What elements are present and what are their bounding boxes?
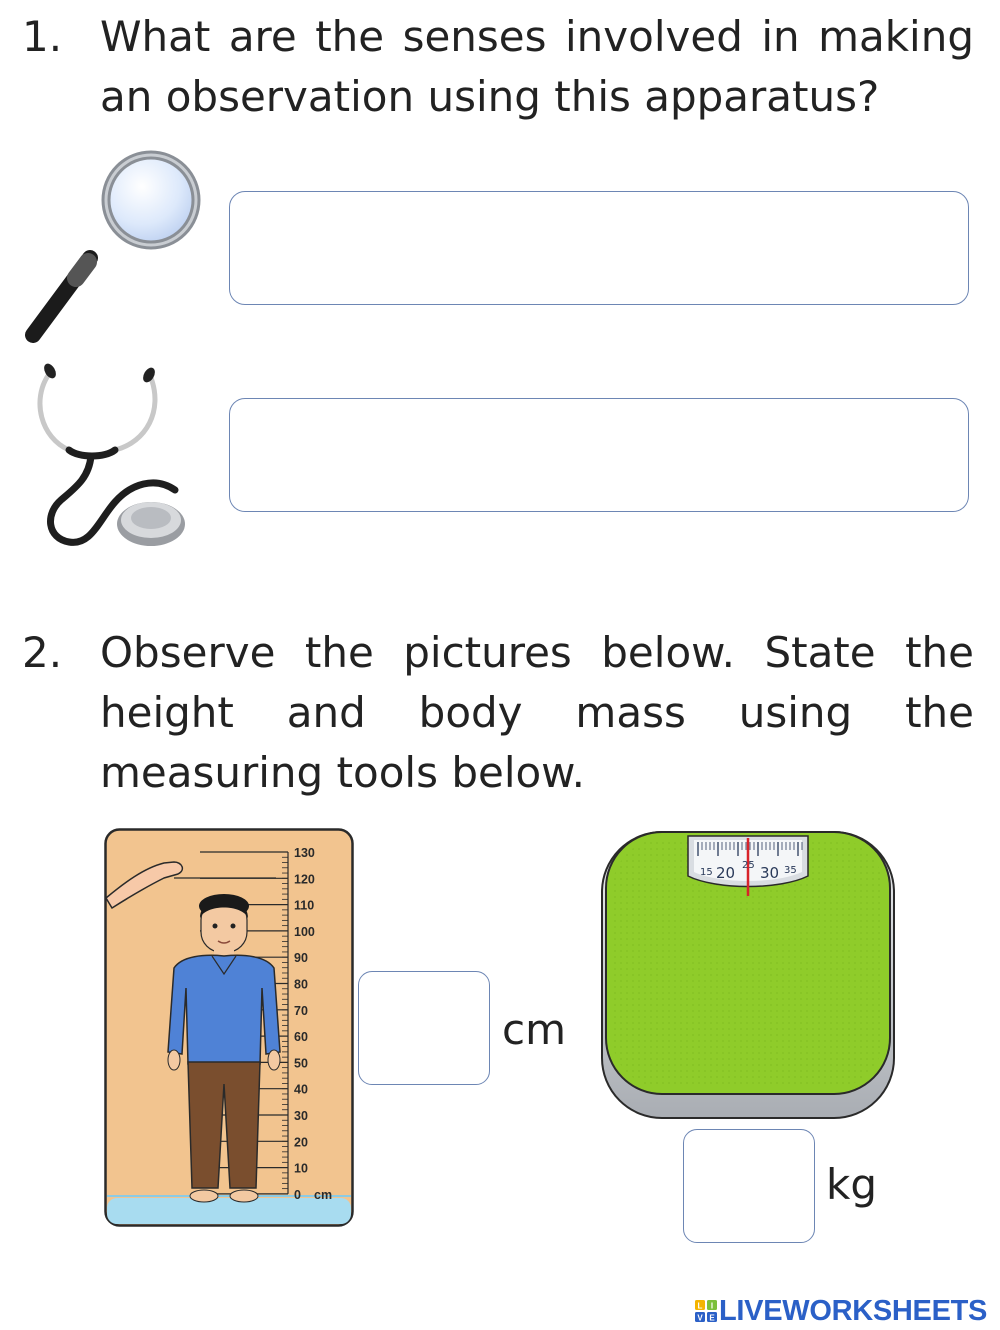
ruler-label-70: 70 — [294, 1003, 308, 1018]
question-1-number: 1. — [22, 12, 63, 61]
dial-number-30: 30 — [760, 864, 780, 882]
dial-number-35: 35 — [784, 865, 797, 876]
height-answer-input[interactable] — [359, 972, 489, 1084]
ruler-label-80: 80 — [294, 977, 308, 992]
liveworksheets-logo — [695, 1293, 987, 1329]
question-2-number: 2. — [22, 628, 63, 677]
ruler-label-40: 40 — [294, 1082, 308, 1097]
question-2-line-2: height and body mass using the — [100, 688, 974, 737]
ruler-label-90: 90 — [294, 951, 308, 966]
ruler-unit-label: cm — [314, 1187, 333, 1202]
ruler-label-10: 10 — [294, 1161, 308, 1176]
weighing-scale-picture — [600, 828, 896, 1120]
height-answer-box[interactable] — [358, 971, 490, 1085]
magnifying-glass-icon — [18, 150, 208, 345]
ruler-label-100: 100 — [294, 924, 315, 939]
dial-number-25: 25 — [742, 860, 755, 871]
ruler-label-60: 60 — [294, 1030, 308, 1045]
svg-text:I: I — [710, 1301, 714, 1311]
stethoscope-icon — [35, 360, 195, 550]
svg-text:V: V — [697, 1313, 703, 1322]
dial-number-20: 20 — [716, 864, 736, 882]
ruler-label-50: 50 — [294, 1056, 308, 1071]
apparatus-1-answer-input[interactable] — [230, 192, 968, 304]
svg-text:E: E — [709, 1313, 715, 1322]
ruler-label-0: 0 — [294, 1187, 301, 1202]
mass-unit-label: kg — [826, 1160, 877, 1209]
ruler-label-20: 20 — [294, 1135, 308, 1150]
apparatus-2-answer-input[interactable] — [230, 399, 968, 511]
height-chart-picture — [104, 828, 354, 1228]
mass-answer-input[interactable] — [684, 1130, 814, 1242]
ruler-label-30: 30 — [294, 1109, 308, 1123]
height-unit-label: cm — [502, 1005, 567, 1054]
dial-number-15: 15 — [700, 867, 713, 878]
ruler-label-110: 110 — [294, 898, 315, 913]
ruler-label-120: 120 — [294, 872, 315, 887]
apparatus-2-answer-box[interactable] — [229, 398, 969, 512]
ruler-label-130: 130 — [294, 846, 315, 860]
mass-answer-box[interactable] — [683, 1129, 815, 1243]
apparatus-1-answer-box[interactable] — [229, 191, 969, 305]
liveworksheets-brand-text: LIVEWORKSHEETS — [719, 1294, 988, 1327]
question-1-line-2: an observation using this apparatus? — [100, 72, 880, 121]
question-1-line-1: What are the senses involved in making — [100, 12, 974, 61]
svg-text:L: L — [697, 1301, 703, 1311]
question-2-line-3: measuring tools below. — [100, 748, 586, 797]
question-2-line-1: Observe the pictures below. State the — [100, 628, 974, 677]
liveworksheets-logo-icon — [695, 1300, 717, 1322]
